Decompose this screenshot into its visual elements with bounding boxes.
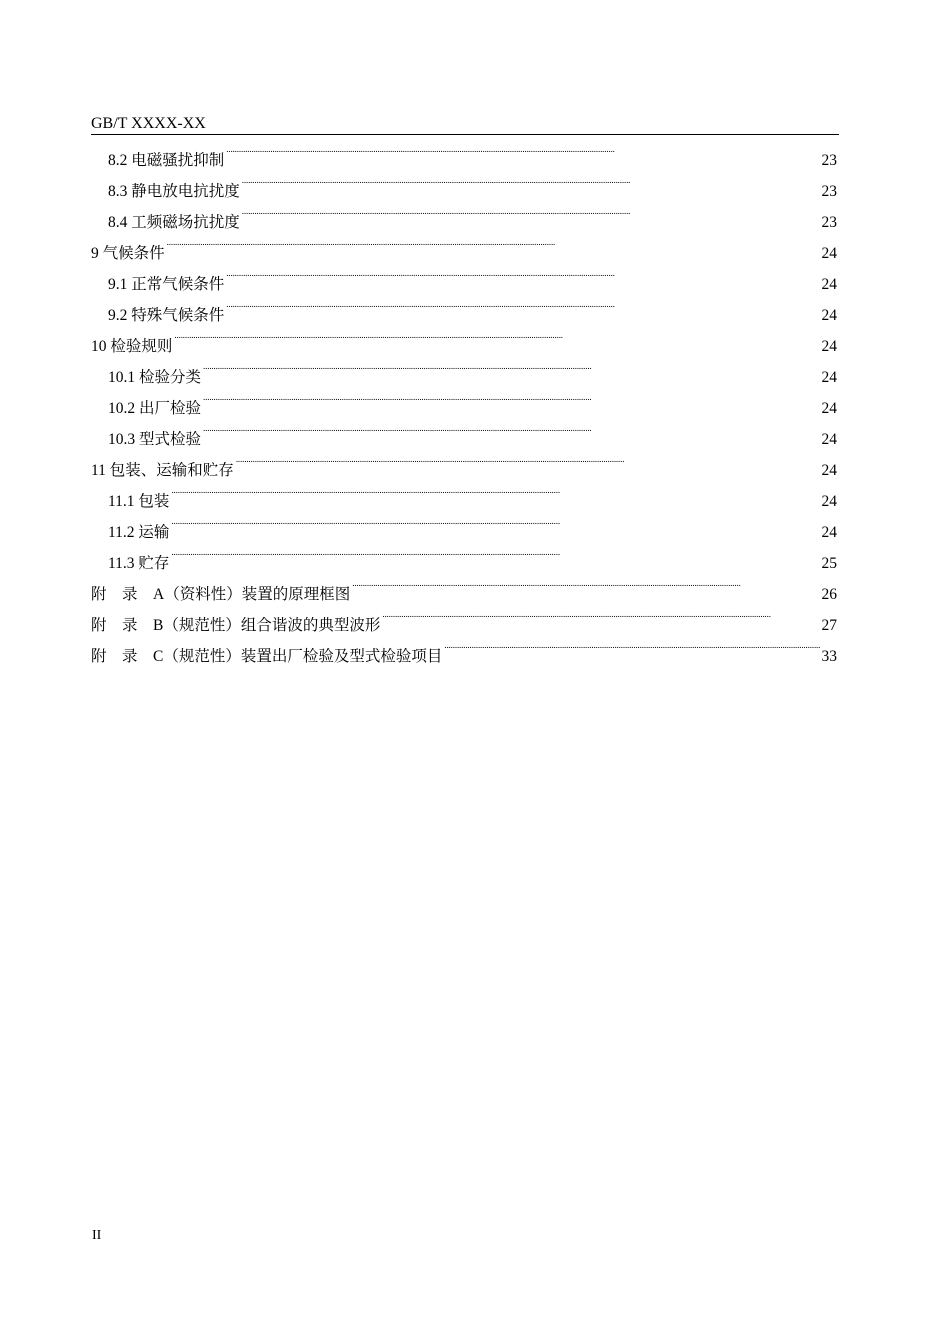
- toc-entry-label: 9.1 正常气候条件: [108, 276, 225, 293]
- toc-entry-page: 27: [821, 617, 837, 634]
- toc-entry-page: 24: [821, 462, 837, 479]
- toc-entry-page: 23: [821, 152, 837, 169]
- toc-entry-page: 24: [821, 524, 837, 541]
- document-id: GB/T XXXX-XX: [91, 115, 206, 132]
- toc-entry-10-2[interactable]: [91, 382, 837, 417]
- leader-dots: [242, 196, 820, 227]
- toc-entry-label: 11.3 贮存: [108, 555, 170, 572]
- toc-entry-label: 11.1 包装: [108, 493, 170, 510]
- toc-entry-page: 25: [821, 555, 837, 572]
- toc-entry-page: 23: [821, 183, 837, 200]
- toc-entry-page: 33: [821, 648, 837, 665]
- document-header: [91, 114, 839, 135]
- toc-entry-label: 8.3 静电放电抗扰度: [108, 183, 240, 200]
- toc-entry-10[interactable]: [91, 320, 837, 355]
- leader-dots: [242, 165, 820, 196]
- leader-dots: [203, 382, 819, 413]
- toc-entry-label: 附 录 A（资料性）装置的原理框图: [91, 586, 351, 603]
- toc-entry-page: 26: [821, 586, 837, 603]
- toc-entry-label: 8.4 工频磁场抗扰度: [108, 214, 240, 231]
- toc-entry-page: 24: [821, 431, 837, 448]
- toc-entry-appendix-a[interactable]: [91, 568, 837, 603]
- leader-dots: [167, 227, 820, 258]
- leader-dots: [203, 351, 819, 382]
- toc-entry-page: 24: [821, 493, 837, 510]
- toc-entry-page: 24: [821, 276, 837, 293]
- leader-dots: [171, 475, 819, 506]
- toc-entry-label: 附 录 C（规范性）装置出厂检验及型式检验项目: [91, 648, 443, 665]
- leader-dots: [352, 568, 819, 599]
- toc-entry-label: 10.2 出厂检验: [108, 400, 202, 417]
- toc-entry-page: 24: [821, 400, 837, 417]
- toc-entry-11-1[interactable]: [91, 475, 837, 510]
- page-number: II: [92, 1228, 102, 1243]
- toc-entry-label: 附 录 B（规范性）组合谐波的典型波形: [91, 617, 381, 634]
- table-of-contents: [91, 134, 837, 665]
- toc-entry-label: 10.1 检验分类: [108, 369, 202, 386]
- toc-entry-8-2[interactable]: [91, 134, 837, 169]
- toc-entry-label: 9.2 特殊气候条件: [108, 307, 225, 324]
- leader-dots: [203, 413, 819, 444]
- leader-dots: [174, 320, 819, 351]
- leader-dots: [226, 134, 819, 165]
- toc-entry-page: 24: [821, 369, 837, 386]
- leader-dots: [236, 444, 820, 475]
- toc-entry-label: 11 包装、运输和贮存: [91, 462, 234, 479]
- toc-entry-page: 23: [821, 214, 837, 231]
- toc-entry-9[interactable]: [91, 227, 837, 262]
- toc-entry-label: 11.2 运输: [108, 524, 170, 541]
- toc-entry-page: 24: [821, 245, 837, 262]
- leader-dots: [382, 599, 819, 630]
- toc-entry-label: 9 气候条件: [91, 245, 165, 262]
- toc-entry-9-1[interactable]: [91, 258, 837, 293]
- toc-entry-10-3[interactable]: [91, 413, 837, 448]
- leader-dots: [171, 537, 819, 568]
- toc-entry-label: 10 检验规则: [91, 338, 173, 355]
- toc-entry-11-2[interactable]: [91, 506, 837, 541]
- leader-dots: [226, 289, 819, 320]
- toc-entry-10-1[interactable]: [91, 351, 837, 386]
- toc-entry-label: 8.2 电磁骚扰抑制: [108, 152, 225, 169]
- toc-entry-11-3[interactable]: [91, 537, 837, 572]
- leader-dots: [226, 258, 819, 289]
- leader-dots: [444, 630, 819, 661]
- leader-dots: [171, 506, 819, 537]
- toc-entry-label: 10.3 型式检验: [108, 431, 202, 448]
- toc-entry-page: 24: [821, 307, 837, 324]
- toc-entry-page: 24: [821, 338, 837, 355]
